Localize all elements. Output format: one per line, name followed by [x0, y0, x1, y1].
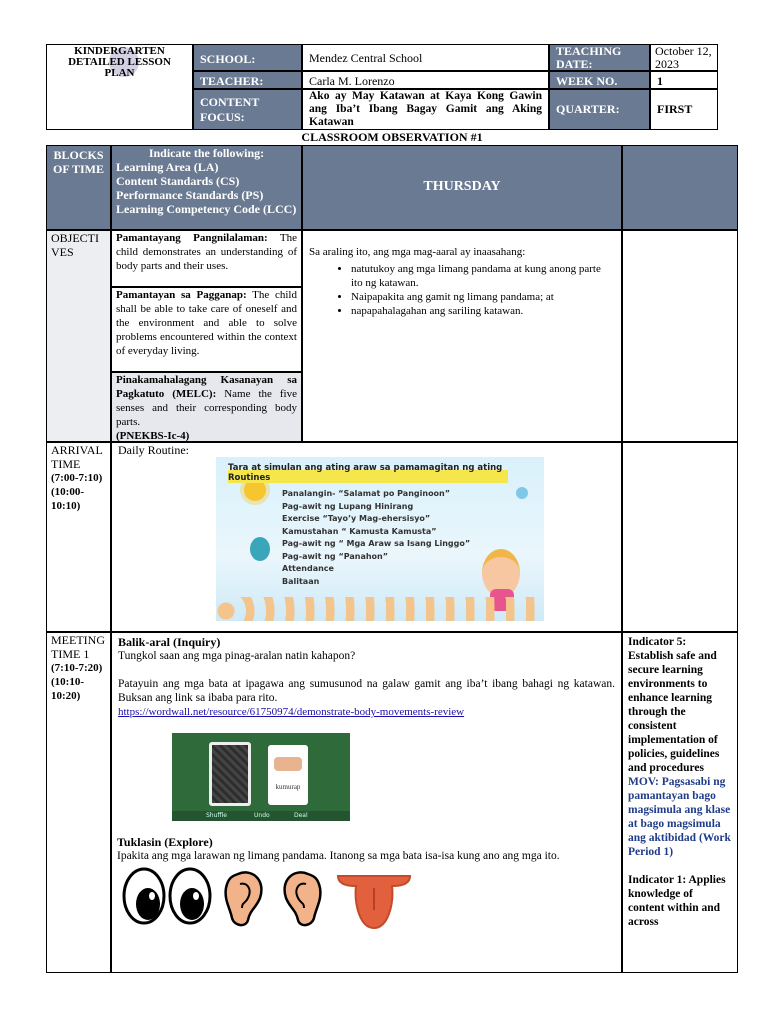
school-value: Mendez Central School [302, 44, 549, 71]
indicate-title: Indicate the following: [148, 146, 265, 160]
banner-children-row [216, 597, 544, 621]
arrival-block-cell [46, 442, 111, 632]
teaching-date-label: TEACHING DATE: [549, 44, 650, 71]
indicate-line: Performance Standards (PS) [116, 188, 264, 202]
objectives-list [309, 262, 615, 318]
wordwall-link[interactable]: https://wordwall.net/resource/61750974/demonstrate-body-movements-review [118, 706, 465, 718]
review-instructions: Patayuin ang mga bata at ipagawa ang sumusunod na galaw gamit ang iba’t ibang bahagi ng katawan. Buksan ang link sa ibaba para rito. [118, 678, 615, 704]
arrival-notes-cell [622, 442, 738, 632]
shuffle-button[interactable]: Shuffle [206, 812, 227, 819]
banner-balloon-icon [250, 537, 270, 561]
routine-banner [216, 457, 544, 621]
col-header-thursday: THURSDAY [302, 145, 622, 230]
school-label: SCHOOL: [193, 44, 302, 71]
indicator-1: Indicator 1: Applies knowledge of content within and across [628, 874, 726, 928]
content-standard-cell [111, 230, 302, 287]
eye-icon [170, 869, 210, 923]
meeting-time-2: (10:10-10:20) [51, 676, 84, 702]
melc-cell [111, 372, 302, 442]
banner-item: Exercise “Tayo’y Mag-ehersisyo” [282, 514, 431, 523]
banner-list [282, 488, 470, 588]
col-header-notes [622, 145, 738, 230]
arrival-label: ARRIVAL TIME [51, 443, 103, 471]
ear-icon [226, 872, 262, 925]
performance-standard-title: Pamantayan sa Pagganap: [116, 289, 247, 301]
content-standard-title: Pamantayang Pangnilalaman: [116, 232, 268, 244]
observation-title: CLASSROOM OBSERVATION #1 [301, 130, 483, 144]
indicator-5-mov: MOV: Pagsasabi ng pamantayan bago magsimula ang klase at bago magsimula ang aktibidad (Work Period 1) [628, 776, 731, 858]
senses-images [120, 864, 420, 932]
objective-item: • napapahalagahan ang sariling katawan. [351, 304, 615, 318]
arrival-time-2: (10:00-10:10) [51, 486, 84, 512]
meeting-notes-cell [622, 632, 738, 973]
explore-title: Tuklasin (Explore) [117, 835, 213, 849]
quarter-label: QUARTER: [549, 89, 650, 130]
quarter-value: FIRST [650, 89, 718, 130]
daily-routine-label: Daily Routine: [118, 443, 189, 457]
content-standard-text: The child demonstrates an understanding of body parts and their uses. [116, 232, 297, 272]
content-focus-label: CONTENT FOCUS: [193, 89, 302, 130]
explore-section [117, 835, 617, 863]
indicate-line: Content Standards (CS) [116, 174, 240, 188]
banner-ball-icon [516, 487, 528, 499]
objective-item: • natutukoy ang mga limang pandama at kung anong parte ito ng katawan. [351, 262, 615, 290]
banner-item: Pag-awit ng Lupang Hinirang [282, 501, 414, 511]
melc-text: Name the five senses and their corresponding body parts. [116, 388, 297, 428]
melc-code: (PNEKBS-Ic-4) [116, 430, 190, 442]
melc-title: Pinakamahalagang Kasanayan sa Pagkatuto (MELC): [116, 374, 297, 400]
wordwall-game-screenshot[interactable] [172, 733, 350, 821]
teacher-label: TEACHER: [193, 71, 302, 89]
indicate-line: Learning Competency Code (LCC) [116, 202, 297, 216]
col-header-blocks-of-time: BLOCKS OF TIME [46, 145, 111, 230]
tongue-icon [338, 876, 410, 928]
meeting-block-cell [46, 632, 111, 973]
teaching-date-value: October 12, 2023 [650, 44, 718, 71]
col-header-indicate [111, 145, 302, 230]
ear-icon [285, 872, 321, 925]
banner-title: Tara at simulan ang ating araw sa pamamagitan ng ating Routines [228, 463, 508, 483]
banner-item: Pag-awit ng “ Mga Araw sa Isang Linggo” [282, 539, 471, 548]
review-question: Tungkol saan ang mga pinag-aralan natin kahapon? [118, 650, 356, 662]
deal-button[interactable]: Deal [294, 812, 308, 819]
game-toolbar [172, 811, 350, 821]
header-logo-cell [46, 44, 193, 130]
content-focus-value: Ako ay May Katawan at Kaya Kong Gawin ang Iba’t Ibang Bagay Gamit ang Aking Katawan [302, 89, 549, 130]
banner-item: Pag-awit ng “Panahon” [282, 551, 388, 561]
objectives-notes-cell [622, 230, 738, 442]
eye-icon [124, 869, 164, 923]
indicate-line: Learning Area (LA) [116, 160, 219, 174]
banner-item: Balitaan [282, 576, 320, 586]
banner-item: Panalangin- “Salamat po Panginoon” [282, 489, 451, 498]
card-back [209, 742, 251, 806]
logo-title: KINDERGARTEN DETAILED LESSON PLAN [68, 45, 171, 79]
objective-item: • Naipapakita ang gamit ng limang pandama; at [351, 290, 615, 304]
week-value: 1 [650, 71, 718, 89]
week-label: WEEK NO. [549, 71, 650, 89]
objectives-intro: Sa araling ito, ang mga mag-aaral ay inaasahang: [309, 246, 526, 258]
objectives-content-cell [302, 230, 622, 442]
objectives-block-cell [46, 230, 111, 442]
review-title: Balik-aral (Inquiry) [118, 635, 221, 649]
meeting-label: MEETING TIME 1 [51, 633, 105, 661]
explore-text: Ipakita ang mga larawan ng limang pandama. Itanong sa mga bata isa-isa kung ano ang mga ito. [117, 850, 560, 862]
banner-item: Attendance [282, 564, 334, 573]
meeting-time-1: (7:10-7:20) [51, 662, 103, 674]
indicator-5: Indicator 5: Establish safe and secure learning environments to enhance learning through the consistent implementation of policies, guidelines and procedures [628, 636, 720, 774]
banner-item: Kamustahan “ Kamusta Kamusta” [282, 526, 437, 536]
performance-standard-text: The child shall be able to take care of oneself and the environment and able to solve problems encountered within the context of everyday living. [116, 289, 297, 357]
arrival-time-1: (7:00-7:10) [51, 472, 103, 484]
undo-button[interactable]: Undo [254, 812, 270, 819]
eyes-card-icon [274, 757, 302, 771]
objectives-label: OBJECTIVES [51, 231, 99, 259]
teacher-value: Carla M. Lorenzo [302, 71, 549, 89]
performance-standard-cell [111, 287, 302, 372]
card-word: kumurap [275, 783, 301, 791]
card-front [268, 745, 308, 805]
